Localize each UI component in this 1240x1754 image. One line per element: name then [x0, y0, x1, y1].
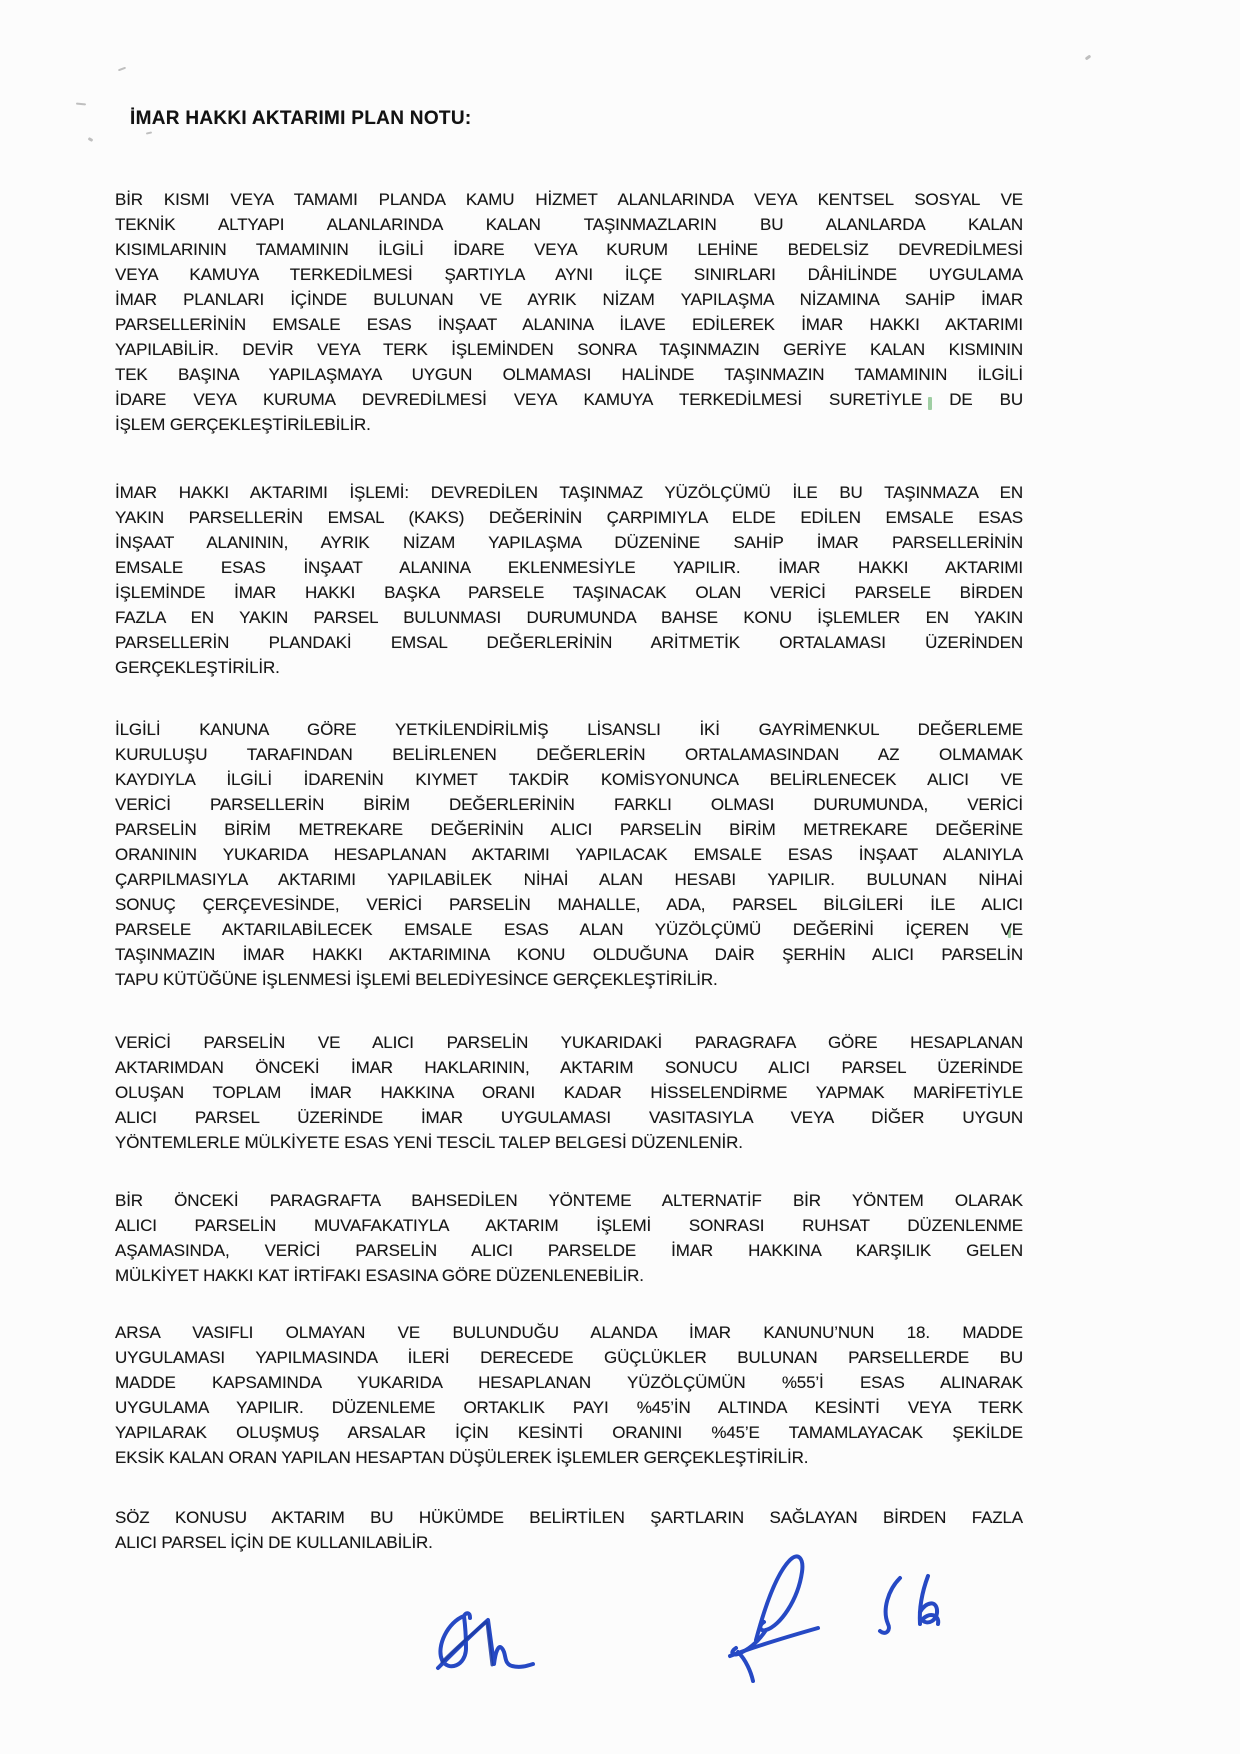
paragraph-line: PARSELİN BİRİM METREKARE DEĞERİNİN ALICI PARSELİN BİRİM METREKARE DEĞERİNE: [115, 820, 1023, 839]
paragraph-line: TAPU KÜTÜĞÜNE İŞLENMESİ İŞLEMİ BELEDİYESİNCE GERÇEKLEŞTİRİLİR.: [115, 970, 718, 989]
paragraph: [115, 1188, 1023, 1288]
paragraph-line: SONUÇ ÇERÇEVESİNDE, VERİCİ PARSELİN MAHALLE, ADA, PARSEL BİLGİLERİ İLE ALICI: [115, 895, 1023, 914]
paragraph-line: PARSELLERİNİN EMSALE ESAS İNŞAAT ALANINA İLAVE EDİLEREK İMAR HAKKI AKTARIMI: [115, 315, 1023, 334]
paragraph-line: AKTARIMDAN ÖNCEKİ İMAR HAKLARININ, AKTARIM SONUCU ALICI PARSEL ÜZERİNDE: [115, 1058, 1023, 1077]
paragraph-line: İMAR HAKKI AKTARIMI İŞLEMİ: DEVREDİLEN TAŞINMAZ YÜZÖLÇÜMÜ İLE BU TAŞINMAZA EN: [115, 483, 1023, 502]
paragraph-line: ALICI PARSELİN MUVAFAKATIYLA AKTARIM İŞLEMİ SONRASI RUHSAT DÜZENLENME: [115, 1216, 1023, 1235]
paragraph-line: YAPILABİLİR. DEVİR VEYA TERK İŞLEMİNDEN SONRA TAŞINMAZIN GERİYE KALAN KISMININ: [115, 340, 1023, 359]
paragraph-line: VERİCİ PARSELLERİN BİRİM DEĞERLERİNİN FARKLI OLMASI DURUMUNDA, VERİCİ: [115, 795, 1023, 814]
paragraph-line: YÖNTEMLERLE MÜLKİYETE ESAS YENİ TESCİL TALEP BELGESİ DÜZENLENİR.: [115, 1133, 743, 1152]
paragraph-line: FAZLA EN YAKIN PARSEL BULUNMASI DURUMUNDA BAHSE KONU İŞLEMLER EN YAKIN: [115, 608, 1023, 627]
signature-ink-middle: [718, 1548, 823, 1688]
paragraph: [115, 717, 1023, 992]
paragraph-line: ÇARPILMASIYLA AKTARIMI YAPILABİLEK NİHAİ ALAN HESABI YAPILIR. BULUNAN NİHAİ: [115, 870, 1023, 889]
paragraph: [115, 1320, 1023, 1470]
paragraph-line: MADDE KAPSAMINDA YUKARIDA HESAPLANAN YÜZÖLÇÜMÜN %55’İ ESAS ALINARAK: [115, 1373, 1023, 1392]
paragraph-line: İŞLEMİNDE İMAR HAKKI BAŞKA PARSELE TAŞINACAK OLAN VERİCİ PARSELE BİRDEN: [115, 583, 1023, 602]
paragraph-line: GERÇEKLEŞTİRİLİR.: [115, 658, 280, 677]
signature-ink-right: [872, 1568, 952, 1648]
paragraph-line: PARSELLERİN PLANDAKİ EMSAL DEĞERLERİNİN ARİTMETİK ORTALAMASI ÜZERİNDEN: [115, 633, 1023, 652]
paragraph-line: EMSALE ESAS İNŞAAT ALANINA EKLENMESİYLE YAPILIR. İMAR HAKKI AKTARIMI: [115, 558, 1023, 577]
paragraph-line: MÜLKİYET HAKKI KAT İRTİFAKI ESASINA GÖRE DÜZENLENEBİLİR.: [115, 1266, 644, 1285]
paragraph-line: İDARE VEYA KURUMA DEVREDİLMESİ VEYA KAMUYA TERKEDİLMESİ SURETİYLE DE BU: [115, 390, 1023, 409]
paragraph-line: BİR KISMI VEYA TAMAMI PLANDA KAMU HİZMET ALANLARINDA VEYA KENTSEL SOSYAL VE: [115, 190, 1023, 209]
scan-artifact: [76, 103, 86, 106]
paragraph-line: VERİCİ PARSELİN VE ALICI PARSELİN YUKARIDAKİ PARAGRAFA GÖRE HESAPLANAN: [115, 1033, 1023, 1052]
paragraph-line: PARSELE AKTARILABİLECEK EMSALE ESAS ALAN YÜZÖLÇÜMÜ DEĞERİNİ İÇEREN VE: [115, 920, 1023, 939]
scan-artifact: [88, 137, 94, 142]
paragraph-line: VEYA KAMUYA TERKEDİLMESİ ŞARTIYLA AYNI İLÇE SINIRLARI DÂHİLİNDE UYGULAMA: [115, 265, 1023, 284]
paragraph-line: BİR ÖNCEKİ PARAGRAFTA BAHSEDİLEN YÖNTEME ALTERNATİF BİR YÖNTEM OLARAK: [115, 1191, 1023, 1210]
paragraph-line: KAYDIYLA İLGİLİ İDARENİN KIYMET TAKDİR KOMİSYONUNCA BELİRLENECEK ALICI VE: [115, 770, 1023, 789]
signature-ink-left: [408, 1598, 538, 1693]
scan-artifact: [1085, 55, 1092, 61]
paragraph-line: İLGİLİ KANUNA GÖRE YETKİLENDİRİLMİŞ LİSANSLI İKİ GAYRİMENKUL DEĞERLEME: [115, 720, 1023, 739]
paragraph-line: YAKIN PARSELLERİN EMSAL (KAKS) DEĞERİNİN ÇARPIMIYLA ELDE EDİLEN EMSALE ESAS: [115, 508, 1023, 527]
paragraph-line: EKSİK KALAN ORAN YAPILAN HESAPTAN DÜŞÜLEREK İŞLEMLER GERÇEKLEŞTİRİLİR.: [115, 1448, 809, 1467]
page-title: İMAR HAKKI AKTARIMI PLAN NOTU:: [130, 108, 472, 129]
paragraph-line: OLUŞAN TOPLAM İMAR HAKKINA ORANI KADAR HİSSELENDİRME YAPMAK MARİFETİYLE: [115, 1083, 1023, 1102]
paragraph: [115, 187, 1023, 437]
scan-artifact: [118, 67, 126, 72]
paragraph-line: ALICI PARSEL ÜZERİNDE İMAR UYGULAMASI VASITASIYLA VEYA DİĞER UYGUN: [115, 1108, 1023, 1127]
paragraph-line: ARSA VASIFLI OLMAYAN VE BULUNDUĞU ALANDA İMAR KANUNU’NUN 18. MADDE: [115, 1323, 1023, 1342]
paragraph-line: UYGULAMASI YAPILMASINDA İLERİ DERECEDE GÜÇLÜKLER BULUNAN PARSELLERDE BU: [115, 1348, 1023, 1367]
document-body: [115, 187, 1023, 1555]
paragraph-line: AŞAMASINDA, VERİCİ PARSELİN ALICI PARSELDE İMAR HAKKINA KARŞILIK GELEN: [115, 1241, 1023, 1260]
paragraph-line: TEKNİK ALTYAPI ALANLARINDA KALAN TAŞINMAZLARIN BU ALANLARDA KALAN: [115, 215, 1023, 234]
paragraph: [115, 480, 1023, 680]
paragraph-line: İNŞAAT ALANININ, AYRIK NİZAM YAPILAŞMA DÜZENİNE SAHİP İMAR PARSELLERİNİN: [115, 533, 1023, 552]
paragraph-line: KURULUŞU TARAFINDAN BELİRLENEN DEĞERLERİN ORTALAMASINDAN AZ OLMAMAK: [115, 745, 1023, 764]
paragraph-line: UYGULAMA YAPILIR. DÜZENLEME ORTAKLIK PAYI %45’İN ALTINDA KESİNTİ VEYA TERK: [115, 1398, 1023, 1417]
paragraph-line: ALICI PARSEL İÇİN DE KULLANILABİLİR.: [115, 1533, 433, 1552]
paragraph-line: TEK BAŞINA YAPILAŞMAYA UYGUN OLMAMASI HALİNDE TAŞINMAZIN TAMAMININ İLGİLİ: [115, 365, 1023, 384]
paragraph-line: KISIMLARININ TAMAMININ İLGİLİ İDARE VEYA KURUM LEHİNE BEDELSİZ DEVREDİLMESİ: [115, 240, 1023, 259]
paragraph: [115, 1505, 1023, 1555]
paragraph: [115, 1030, 1023, 1155]
paragraph-line: TAŞINMAZIN İMAR HAKKI AKTARIMINA KONU OLDUĞUNA DAİR ŞERHİN ALICI PARSELİN: [115, 945, 1023, 964]
paragraph-line: İMAR PLANLARI İÇİNDE BULUNAN VE AYRIK NİZAM YAPILAŞMA NİZAMINA SAHİP İMAR: [115, 290, 1023, 309]
scan-artifact: [146, 131, 152, 134]
paragraph-line: YAPILARAK OLUŞMUŞ ARSALAR İÇİN KESİNTİ ORANINI %45’E TAMAMLAYACAK ŞEKİLDE: [115, 1423, 1023, 1442]
paragraph-line: ORANININ YUKARIDA HESAPLANAN AKTARIMI YAPILACAK EMSALE ESAS İNŞAAT ALANIYLA: [115, 845, 1023, 864]
paragraph-line: SÖZ KONUSU AKTARIM BU HÜKÜMDE BELİRTİLEN ŞARTLARIN SAĞLAYAN BİRDEN FAZLA: [115, 1508, 1023, 1527]
paragraph-line: İŞLEM GERÇEKLEŞTİRİLEBİLİR.: [115, 415, 371, 434]
